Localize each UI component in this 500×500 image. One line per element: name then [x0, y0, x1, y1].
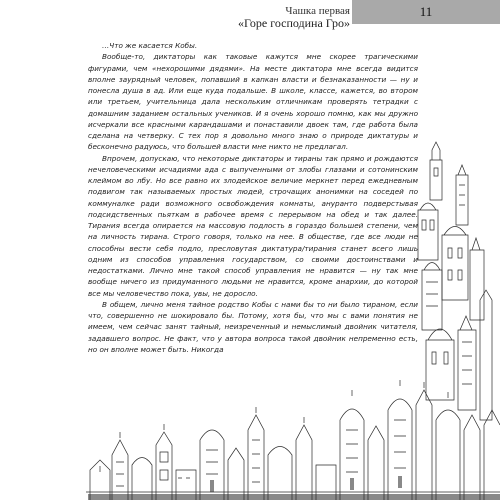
paragraph: Вообще-то, диктаторы как таковые кажутся мне скорее трагическими фигурами, чем «нехорошими дядями». На месте диктатора мне всегда видится вполне заурядный человек, попавший в капкан власти и безнаказанности — ну и понесла душа в ад. Или еще куда подальше. В школе, классе, кажется, во втором или третьем, учительница дала нескольким отличникам проверять тетрадки с домашним заданием остальных учеников. И я очень хорошо помню, как мы дружно исчеркали все красными карандашами и понаставили двоек там, где работа была сделана на четверку. С тех пор я довольно много знаю о природе диктатуры и бесконечно радуюсь, что большей власти мне никто не предлагал.	[88, 52, 418, 152]
paragraph: Впрочем, допускаю, что некоторые диктаторы и тираны так прямо и рождаются нечеловеческими исчадиями ада с выпученными от злобы глазами и сотонинским клеймом во лбу. Но все равно их злодейское величие меркнет перед ежедневным подвигом так называемых простых людей, строчащих анонимки на соседей по коммуналке ради возможного освобождения комнаты, ануранто подверстывая подсидственных пьяткам в рабочее время с перерывом на обед и так далее. Тирания всегда опирается на массовую подлость в гораздо большей степени, чем на личность тирана. Строго говоря, только на нее. В обществе, где все люди не способны вести себя подло, пресловутая диктатура/тирания станет всего лишь одним из способов управления государством, со своими достоинствами и недостатками. Лично мне такой способ управления не нравится — ну так мне вообще ничего из придуманного людьми не нравится, кроме анархии, до которой все мы человечество пока, увы, не доросло.	[88, 153, 418, 298]
paragraph: В общем, лично меня тайное родство Кобы с нами бы то ни было тираном, если что, совершенно не шокировало бы. Потому, хотя бы, что мы с вами понятия не имеем, чем сейчас занят тайный, неизреченный и немыслимый двойник читателя, задавшего вопрос. Не факт, что у автора вопроса такой двойник непременно есть, но он вполне может быть. Никогда	[88, 299, 418, 354]
page-number: 11	[419, 4, 433, 19]
running-header-chapter: Чашка первая	[285, 5, 350, 17]
paragraph: …Что же касается Кобы.	[102, 41, 198, 50]
body-text	[88, 40, 418, 355]
running-header-title: «Горе господина Гро»	[238, 16, 350, 30]
